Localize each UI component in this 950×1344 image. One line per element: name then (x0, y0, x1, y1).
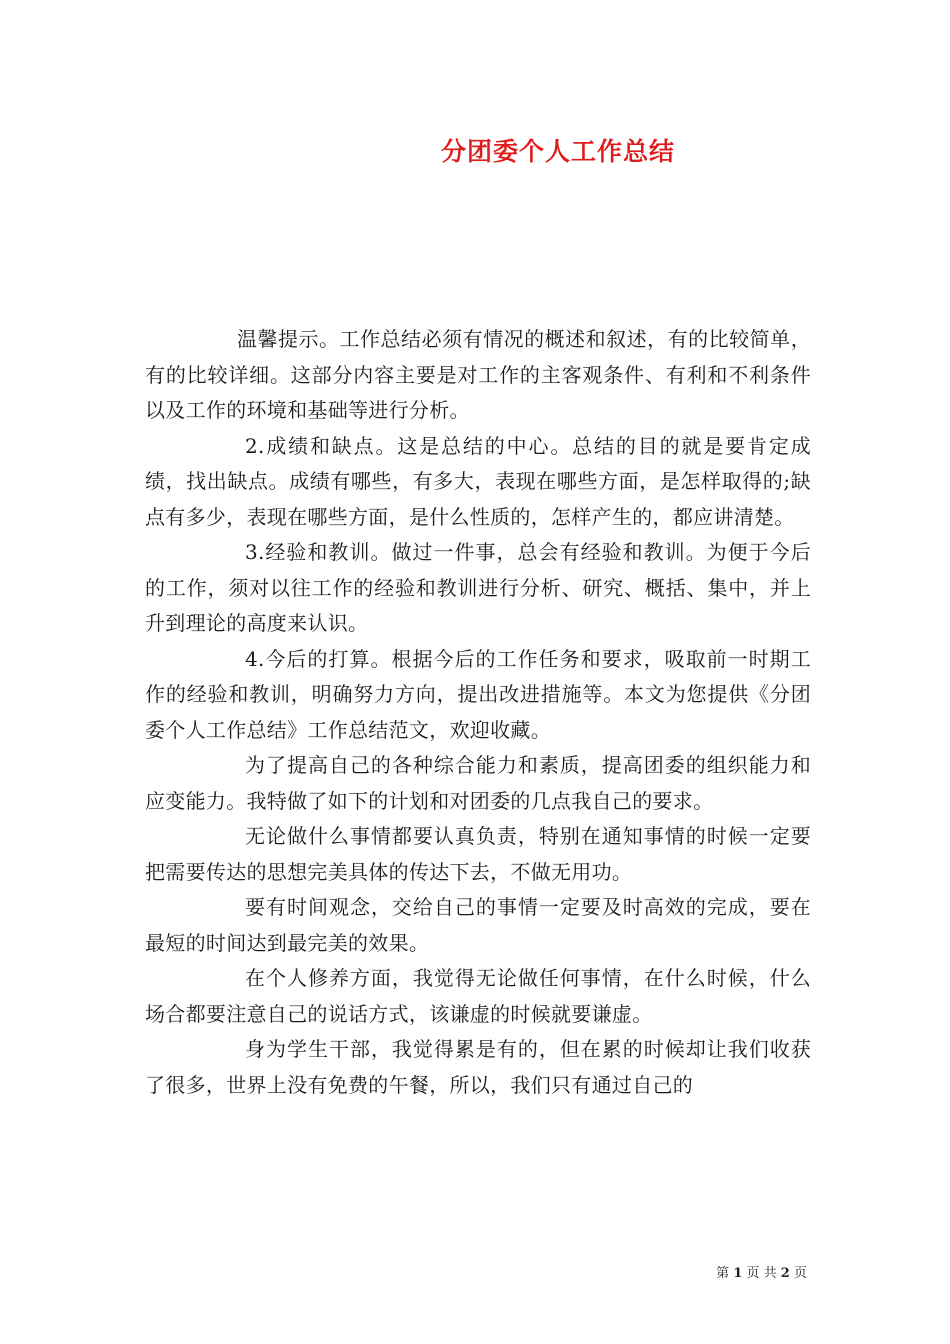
footer-prefix: 第 (716, 1266, 730, 1281)
footer-total-pages: 2 (780, 1266, 790, 1281)
footer-current-page: 1 (733, 1266, 743, 1281)
footer-middle: 页 共 (746, 1266, 777, 1281)
paragraph: 要有时间观念，交给自己的事情一定要及时高效的完成，要在最短的时间达到最完美的效果。 (145, 895, 811, 955)
paragraph: 为了提高自己的各种综合能力和素质，提高团委的组织能力和应变能力。我特做了如下的计划和对团委的几点我自己的要求。 (145, 753, 811, 813)
paragraph: 在个人修养方面，我觉得无论做任何事情，在什么时候，什么场合都要注意自己的说话方式，该谦虚的时候就要谦虚。 (145, 966, 811, 1026)
paragraph: 3.经验和教训。做过一件事，总会有经验和教训。为便于今后的工作，须对以往工作的经验和教训进行分析、研究、概括、集中，并上升到理论的高度来认识。 (145, 540, 811, 635)
document-body (145, 322, 811, 1103)
paragraph: 无论做什么事情都要认真负责，特别在通知事情的时候一定要把需要传达的思想完美具体的传达下去，不做无用功。 (145, 824, 811, 884)
paragraph: 2.成绩和缺点。这是总结的中心。总结的目的就是要肯定成绩，找出缺点。成绩有哪些，有多大，表现在哪些方面，是怎样取得的;缺点有多少，表现在哪些方面，是什么性质的，怎样产生的，都应讲清楚。 (145, 433, 811, 529)
paragraph: 温馨提示。工作总结必须有情况的概述和叙述，有的比较简单，有的比较详细。这部分内容主要是对工作的主客观条件、有利和不利条件以及工作的环境和基础等进行分析。 (145, 327, 811, 422)
paragraph: 身为学生干部，我觉得累是有的，但在累的时候却让我们收获了很多，世界上没有免费的午餐，所以，我们只有通过自己的 (145, 1037, 811, 1097)
paragraph: 4.今后的打算。根据今后的工作任务和要求，吸取前一时期工作的经验和教训，明确努力方向，提出改进措施等。本文为您提供《分团委个人工作总结》工作总结范文，欢迎收藏。 (145, 646, 811, 742)
document-title: 分团委个人工作总结 (440, 137, 675, 166)
footer-suffix: 页 (793, 1266, 807, 1281)
page-number-footer (716, 1262, 807, 1281)
